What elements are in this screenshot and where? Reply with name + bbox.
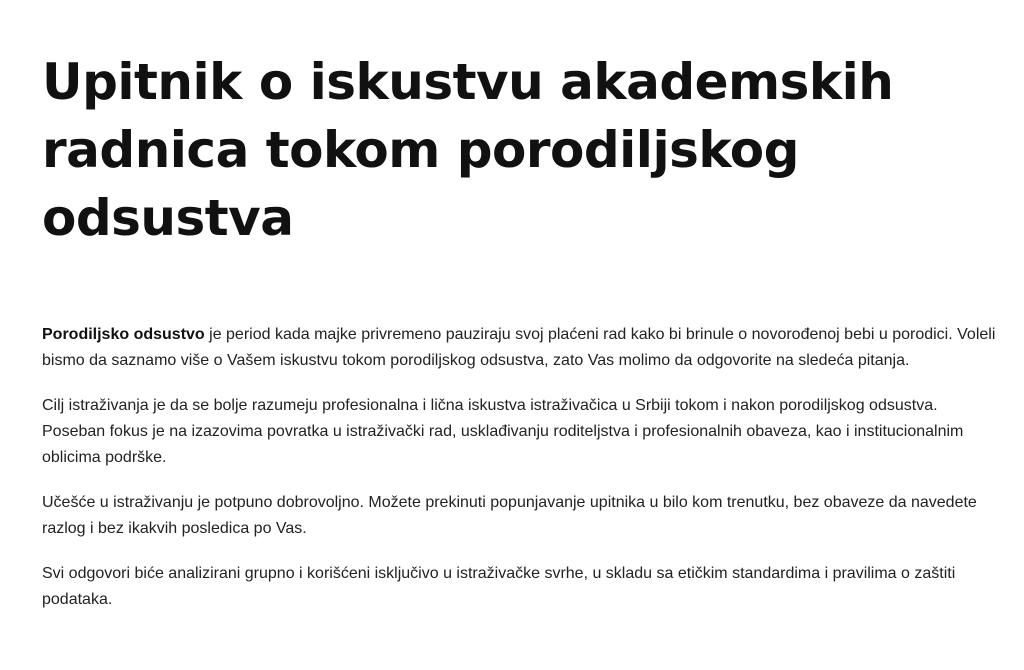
- intro-paragraph-3: Učešće u istraživanju je potpuno dobrovoljno. Možete prekinuti popunjavanje upitnika u bilo kom trenutku, bez obaveze da navedete razlog i bez ikakvih posledica po Vas.: [42, 494, 977, 537]
- survey-intro: [42, 322, 997, 613]
- intro-paragraph-4: Svi odgovori biće analizirani grupno i korišćeni isključivo u istraživačke svrhe, u skladu sa etičkim standardima i pravilima o zaštiti podataka.: [42, 565, 956, 608]
- intro-paragraph-1-text: je period kada majke privremeno pauziraju svoj plaćeni rad kako bi brinule o novorođenoj bebi u porodici. Voleli bismo da saznamo više o Vašem iskustvu tokom porodiljskog odsustva, zato Vas molimo da odgovorite na sledeća pitanja.: [42, 326, 996, 369]
- intro-paragraph-1: [42, 322, 997, 374]
- intro-paragraph-1-bold: Porodiljsko odsustvo: [42, 326, 205, 343]
- survey-title: Upitnik o iskustvu akademskih radnica tokom porodiljskog odsustva: [42, 53, 894, 247]
- intro-paragraph-2: Cilj istraživanja je da se bolje razumeju profesionalna i lična iskustva istraživačica u Srbiji tokom i nakon porodiljskog odsustva. Poseban fokus je na izazovima povratka u istraživački rad, usklađivanju roditeljstva i profesionalnih obaveza, kao i institucionalnim oblicima podrške.: [42, 397, 964, 466]
